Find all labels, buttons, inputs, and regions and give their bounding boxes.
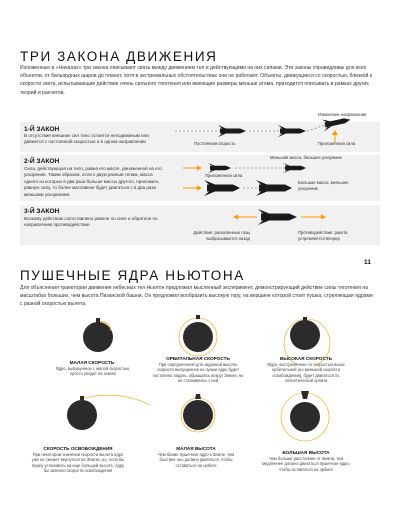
page-number: 11 (363, 259, 371, 266)
earth-icon-escape-velocity (67, 395, 150, 430)
law2-label-applied-force: Приложенная сила (205, 173, 243, 178)
law2-label-smaller-mass: Меньшая масса, большее ускорение (270, 155, 342, 160)
section-intro-laws: Изложенные в «Началах» три закона описывают связь между движением тел и действующими на них силами. Эти законы справедливы для всех объектов, от бильярдных шаров до планет, хотя в экстремальных обстоятельствах они не работают. Объекты, движущиеся со скоростью, близкой к скорости света, испытывающие действие очень сильного тяготения или имеющие размеры меньше атома, приходится описывать в рамках других теорий и расчетов. (20, 65, 372, 96)
law2-label-greater-mass: Большая масса, меньшее ускорение (298, 180, 349, 191)
case-high-altitude-desc: Чем больше расстояние от Земли, тем медленнее должно двигаться пушечное ядро, чтобы оставаться на орбите (262, 456, 350, 472)
law3-title: 3-Й ЗАКОН (24, 208, 60, 215)
case-low-altitude-title: МАЛАЯ ВЫСОТА (176, 446, 216, 451)
case-high-speed-desc: Ядро, выстреленное со скоростью выше орбитальной (но меньшей скорости освобождения), будет двигаться по эллиптической орбите (267, 362, 345, 384)
law2-text: Сила, действующая на тело, равна его массе, умноженной на его ускорение. Таким образом, если к двум разным телам, масса одного из которых в два раза больше массы другого, приложить равную силу, то более массивное будет двигаться с в два раза меньшим ускорением (24, 166, 162, 197)
law1-label-direction-change: Изменение направления (318, 112, 367, 117)
rocket-icon (278, 125, 306, 137)
case-orbital-speed-desc: При определенной для заданной высоты скорости выпущенное из пушки ядро будет постоянно падать, обращаясь вокруг Земли, но не сталкиваясь с ней (152, 362, 244, 384)
law3-text: Всякому действию сопоставлено равное по силе и обратное по направлению противодействие (24, 216, 158, 228)
law3-label-reaction: Противодействие: ракета устремляется вперед (298, 230, 348, 241)
case-low-speed-title: МАЛАЯ СКОРОСТЬ (69, 360, 115, 365)
rocket-icon (208, 163, 231, 173)
law1-label-constant-speed: Постоянная скорость (194, 141, 236, 146)
earth-icon-high-altitude (281, 391, 329, 441)
case-high-altitude-title: БОЛЬШАЯ ВЫСОТА (282, 450, 330, 455)
earth-icon-orbital-speed (179, 315, 217, 356)
cannonball-row-2 (20, 385, 380, 445)
section-title-three-laws: ТРИ ЗАКОНА ДВИЖЕНИЯ (20, 49, 218, 64)
law1-label-applied-force: Приложенная сила (318, 141, 356, 146)
rocket-icon (218, 125, 246, 137)
earth-icon-low-altitude (181, 394, 215, 432)
case-escape-velocity-title: СКОРОСТЬ ОСВОБОЖДЕНИЯ (43, 446, 113, 451)
rocket-icon (256, 180, 292, 196)
earth-icon-low-speed (83, 318, 113, 352)
case-escape-velocity-desc: При некотором значении скорости вылета ядро уже не сможет вернуться на Землю, но, если бы пушку установить на еще большей высоте, ядру бы хватило скорости освобождения (31, 452, 125, 474)
law1-title: 1-Й ЗАКОН (24, 126, 60, 133)
case-orbital-speed-title: ОРБИТАЛЬНАЯ СКОРОСТЬ (166, 356, 230, 361)
rocket-icon (258, 209, 297, 225)
law2-title: 2-Й ЗАКОН (24, 158, 60, 165)
section-intro-cannonballs: Для объяснения траектории движения небесных тел Ньютон предложил мысленный эксперимент, демонстрирующий действие силы тяготения на масштабах больших, чем высота Пизанской башни. Он предложил вообразить высокую гору, на вершине которой стоит пушка, стреляющая ядрами с разной скоростью вылета. (20, 285, 373, 308)
rocket-icon (204, 180, 240, 196)
law3-label-action: Действие: раскаленные газы выбрасываются назад (193, 230, 250, 241)
law1-text: В отсутствие внешних сил тело остается неподвижным или движется с постоянной скоростью и в одном направлении (24, 133, 149, 145)
case-low-altitude-desc: Чем ближе пушечное ядро к Земле, тем быстрее оно должно двигаться, чтобы оставаться на орбите (157, 452, 235, 468)
section-title-cannonballs: ПУШЕЧНЫЕ ЯДРА НЬЮТОНА (20, 268, 245, 283)
case-low-speed-desc: Ядро, выпущенное с малой скоростью, просто упадет на землю (55, 366, 131, 377)
law3-diagram (175, 203, 385, 233)
case-high-speed-title: ВЫСОКАЯ СКОРОСТЬ (280, 356, 332, 361)
rocket-icon (283, 163, 306, 173)
